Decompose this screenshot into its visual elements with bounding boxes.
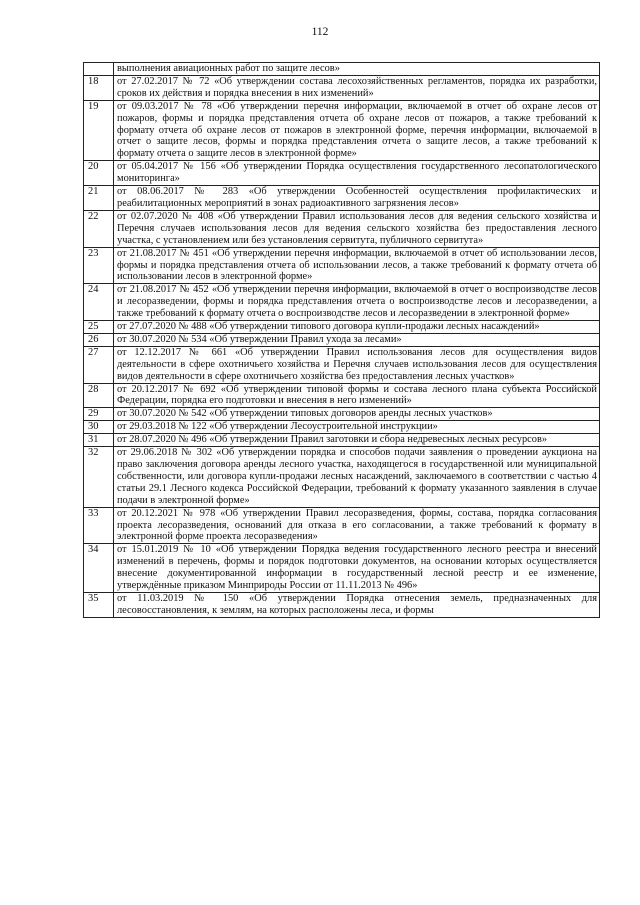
row-text: от 20.12.2021 № 978 «Об утверждении Правил лесоразведения, формы, состава, порядка согласования проекта лесоразведения, оснований для отказа в его согласовании, а также требований к формату в электронной форме проекта лесоразведения» [114,507,600,544]
row-number: 27 [84,346,114,383]
table-row [84,161,600,186]
table-row [84,63,600,76]
row-number: 30 [84,421,114,434]
row-number: 21 [84,186,114,211]
table-row [84,247,600,284]
row-text: от 05.04.2017 № 156 «Об утверждении Порядка осуществления государственного лесопатологического мониторинга» [114,161,600,186]
row-number [84,63,114,76]
row-text: от 11.03.2019 № 150 «Об утверждении Порядка отнесения земель, предназначенных для лесовосстановления, к землям, на которых расположены леса, и формы [114,592,600,617]
row-text: от 28.07.2020 № 496 «Об утверждении Правил заготовки и сбора недревесных лесных ресурсов» [114,434,600,447]
table-row [84,421,600,434]
row-text: от 30.07.2020 № 534 «Об утверждении Правил ухода за лесами» [114,333,600,346]
row-number: 20 [84,161,114,186]
row-number: 34 [84,544,114,593]
row-text: от 15.01.2019 № 10 «Об утверждении Порядка ведения государственного лесного реестра и внесений изменений в перечень, формы и порядок подготовки документов, на основании которых осуществляется внесение документированной информации в государственный лесной реестр и ее изменение, утверждённые приказом Минприроды России от 11.11.2013 № 496» [114,544,600,593]
page-number: 112 [311,26,329,38]
row-text: от 21.08.2017 № 452 «Об утверждении перечня информации, включаемой в отчет о воспроизводстве лесов и лесоразведении, формы и порядка представления отчета о воспроизводстве лесов и лесоразведении, а также требований к формату отчета о воспроизводстве лесов и лесоразведении в электронной форме» [114,284,600,321]
table-row [84,346,600,383]
row-number: 18 [84,75,114,100]
row-text: от 29.03.2018 № 122 «Об утверждении Лесоустроительной инструкции» [114,421,600,434]
row-text: от 21.08.2017 № 451 «Об утверждении перечня информации, включаемой в отчет об использовании лесов, формы и порядка представления отчета об использовании лесов, а также требований к формату отчета об использовании лесов в электронной форме» [114,247,600,284]
row-number: 25 [84,321,114,334]
table-row [84,434,600,447]
row-text: от 30.07.2020 № 542 «Об утверждении типовых договоров аренды лесных участков» [114,408,600,421]
table-row [84,544,600,593]
table-row [84,507,600,544]
table-body [84,63,600,618]
row-number: 26 [84,333,114,346]
row-text: от 08.06.2017 № 283 «Об утверждении Особенностей осуществления профилактических и реабилитационных мероприятий в зонах радиоактивного загрязнения лесов» [114,186,600,211]
row-text: выполнения авиационных работ по защите лесов» [114,63,600,76]
row-number: 35 [84,592,114,617]
row-number: 33 [84,507,114,544]
row-number: 22 [84,210,114,247]
row-number: 32 [84,447,114,508]
row-text: от 02.07.2020 № 408 «Об утверждении Правил использования лесов для ведения сельского хозяйства и Перечня случаев использования лесов для ведения сельского хозяйства без предоставления лесного участка, с установлением или без установления сервитута, публичного сервитута» [114,210,600,247]
row-number: 23 [84,247,114,284]
table-row [84,284,600,321]
regulations-table [83,62,600,618]
table-row [84,408,600,421]
row-text: от 29.06.2018 № 302 «Об утверждении порядка и способов подачи заявления о проведении аукциона на право заключения договора аренды лесного участка, находящегося в государственной или муниципальной собственности, или договора купли-продажи лесных насаждений, заключаемого в соответствии с частью 4 статьи 29.1 Лесного кодекса Российской Федерации, требований к формату указанного заявления в случае подачи в электронной форме» [114,447,600,508]
row-text: от 12.12.2017 № 661 «Об утверждении Правил использования лесов для осуществления видов деятельности в сфере охотничьего хозяйства и Перечня случаев использования лесов для осуществления видов деятельности в сфере охотничьего хозяйства без предоставления лесных участков» [114,346,600,383]
row-number: 24 [84,284,114,321]
table-row [84,75,600,100]
table-row [84,210,600,247]
row-text: от 27.07.2020 № 488 «Об утверждении типового договора купли-продажи лесных насаждений» [114,321,600,334]
table-row [84,186,600,211]
table-row [84,333,600,346]
row-text: от 20.12.2017 № 692 «Об утверждении типовой формы и состава лесного плана субъекта Российской Федерации, порядка его подготовки и внесения в него изменений» [114,383,600,408]
table-row [84,592,600,617]
table-row [84,321,600,334]
row-text: от 09.03.2017 № 78 «Об утверждении перечня информации, включаемой в отчет об охране лесов от пожаров, формы и порядка представления отчета об охране лесов от пожаров, а также требований к формату отчета об охране лесов от пожаров в электронной форме, перечня информации, включаемой в отчет о защите лесов, формы и порядка представления отчета о защите лесов, а также требований к формату отчета о защите лесов в электронной форме» [114,100,600,161]
table-row [84,100,600,161]
row-number: 19 [84,100,114,161]
row-number: 29 [84,408,114,421]
table-row [84,447,600,508]
row-number: 28 [84,383,114,408]
table-row [84,383,600,408]
row-text: от 27.02.2017 № 72 «Об утверждении состава лесохозяйственных регламентов, порядка их разработки, сроков их действия и порядка внесения в них изменений» [114,75,600,100]
row-number: 31 [84,434,114,447]
